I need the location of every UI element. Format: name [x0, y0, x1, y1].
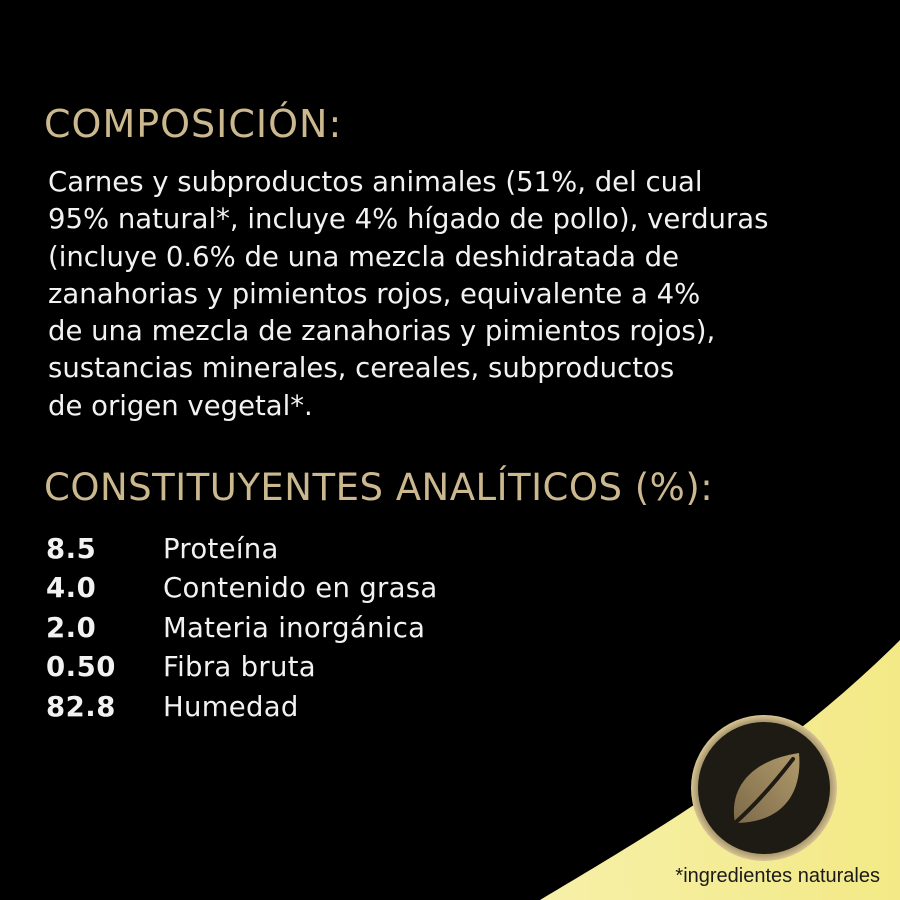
analytics-value: 82.8: [46, 690, 116, 723]
analytics-heading: CONSTITUYENTES ANALÍTICOS (%):: [44, 466, 714, 509]
analytics-row-fat: [46, 569, 438, 609]
analytics-label: Materia inorgánica: [163, 611, 426, 644]
composition-line: Carnes y subproductos animales (51%, del cual: [48, 166, 703, 198]
analytics-label: Humedad: [163, 690, 299, 723]
analytics-label: Proteína: [163, 532, 279, 565]
analytics-value: 4.0: [46, 572, 97, 605]
composition-line: de una mezcla de zanahorias y pimientos rojos),: [48, 315, 716, 348]
composition-line: zanahorias y pimientos rojos, equivalente a 4%: [48, 277, 701, 310]
analytics-row-ash: [46, 608, 438, 648]
analytics-value: 2.0: [46, 611, 97, 644]
analytics-row-protein: [46, 529, 438, 569]
analytics-label: Fibra bruta: [163, 651, 316, 684]
composition-line: 95% natural*, incluye 4% hígado de pollo), verduras: [48, 203, 769, 236]
analytics-label: Contenido en grasa: [163, 572, 438, 605]
composition-text: [48, 164, 848, 425]
analytics-value: 8.5: [46, 532, 97, 565]
composition-line: sustancias minerales, cereales, subproductos: [48, 352, 675, 385]
composition-heading: COMPOSICIÓN:: [44, 102, 343, 146]
footnote: *ingredientes naturales: [675, 865, 880, 887]
composition-line: (incluye 0.6% de una mezcla deshidratada de: [48, 240, 680, 273]
analytics-row-moisture: [46, 687, 438, 727]
natural-ingredients-badge: [689, 713, 839, 863]
analytics-value: 0.50: [46, 651, 116, 684]
composition-line: de origen vegetal*.: [48, 389, 313, 422]
analytics-table: [46, 529, 438, 727]
analytics-row-fiber: [46, 648, 438, 688]
